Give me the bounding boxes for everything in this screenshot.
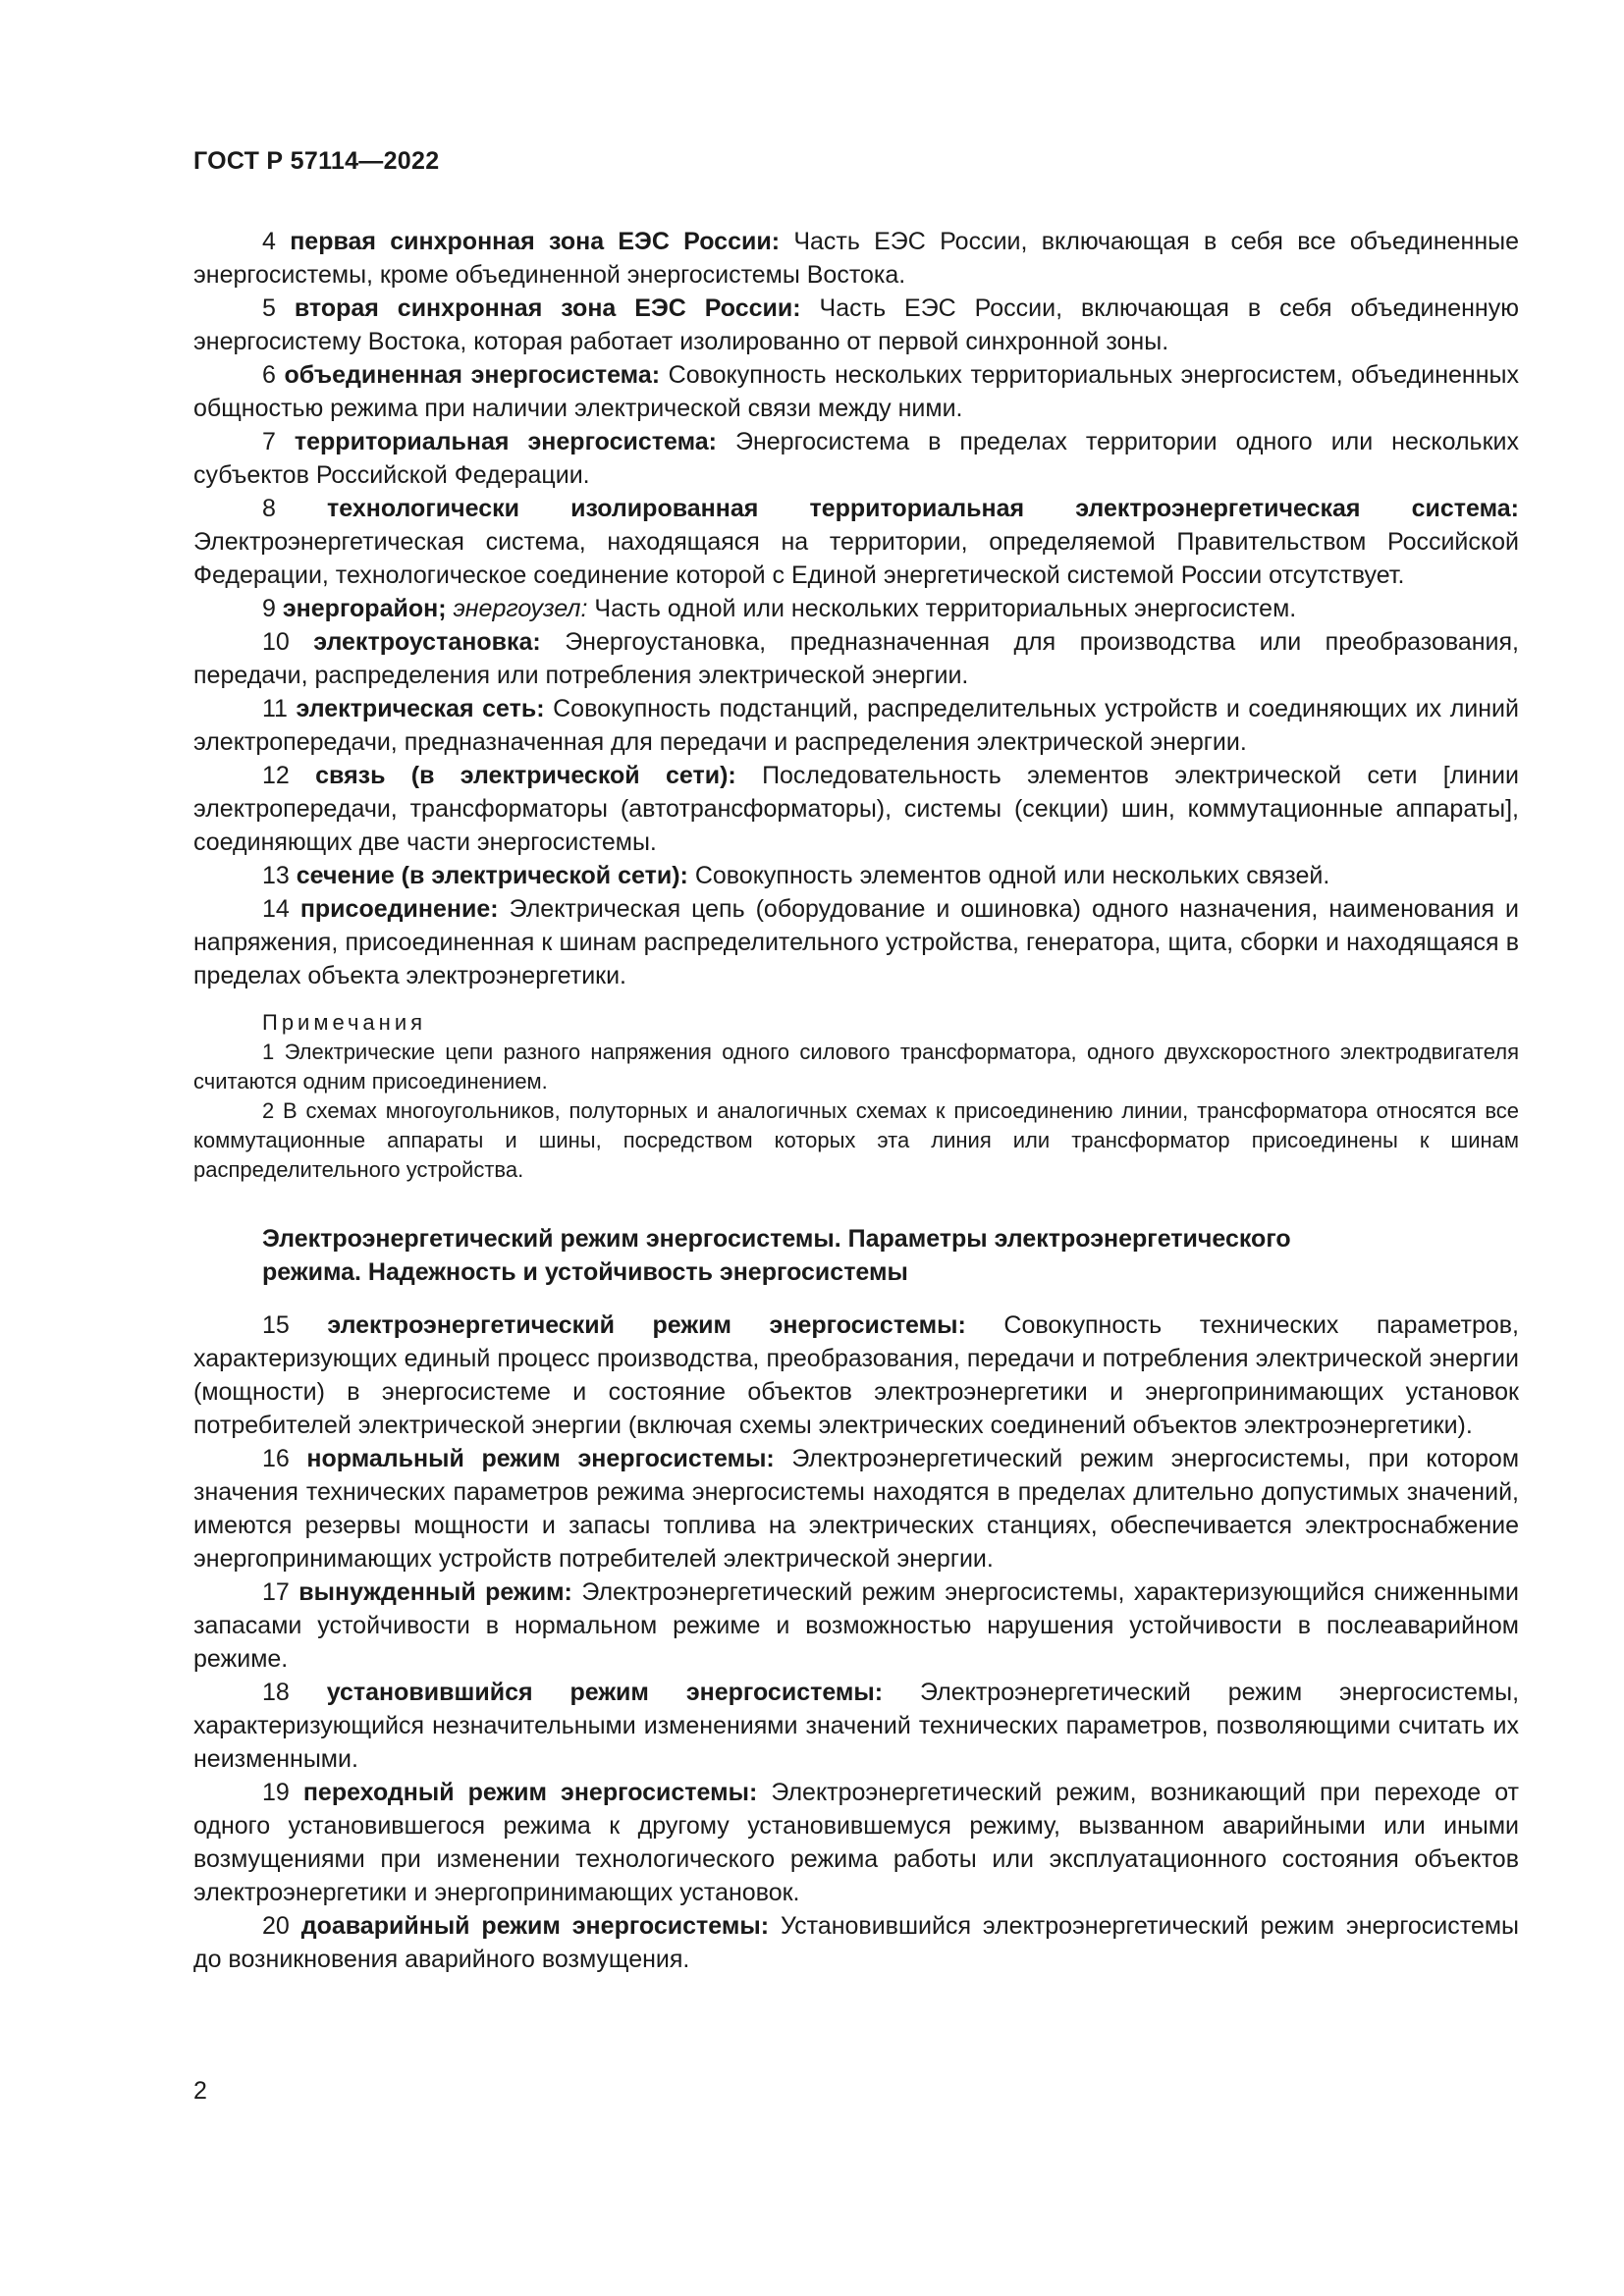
term-number: 10: [262, 628, 290, 656]
term-number: 18: [262, 1679, 290, 1706]
term-number: 5: [262, 294, 276, 322]
term-number: 8: [262, 495, 276, 522]
term-title: первая синхронная зона ЕЭС России:: [290, 228, 781, 255]
term-title: электрическая сеть:: [296, 695, 545, 722]
term-definition: Энергоустановка, предназначенная для производства или преобразования, передачи, распределения или потребления электрической энергии.: [193, 628, 1520, 689]
term-number: 14: [262, 895, 290, 923]
term-definition: Электроэнергетический режим энергосистемы, при котором значения технических параметров режима энергосистемы находятся в пределах длительно допустимых значений, имеются резервы мощности и запасы топлива на электрических станциях, обеспечивается электроснабжение энергопринимающих устройств потребителей электрической энергии.: [193, 1445, 1520, 1573]
term-definition: Электроэнергетический режим энергосистемы, характеризующийся незначительными изменениями значений технических параметров, позволяющими считать их неизменными.: [193, 1679, 1520, 1773]
term-number: 4: [262, 228, 276, 255]
term-definition: Совокупность нескольких территориальных энергосистем, объединенных общностью режима при наличии электрической связи между ними.: [193, 361, 1519, 422]
term-synonym: энергоузел:: [453, 595, 588, 622]
term-number: 15: [262, 1311, 290, 1339]
term-number: 19: [262, 1779, 290, 1806]
section-heading-line-2: режима. Надежность и устойчивость энергосистемы: [262, 1258, 908, 1286]
page-number: 2: [193, 2077, 207, 2105]
term-title: электроэнергетический режим энергосистемы:: [327, 1311, 966, 1339]
term-definition: Совокупность подстанций, распределительных устройств и соединяющих их линий электропередачи, предназначенная для передачи и распределения электрической энергии.: [193, 695, 1519, 756]
term-number: 12: [262, 762, 290, 789]
term-entry-4: [193, 225, 1519, 292]
term-entry-12: [193, 759, 1519, 859]
term-title: вынужденный режим:: [298, 1578, 572, 1606]
term-title: территориальная энергосистема:: [294, 428, 717, 455]
document-body: [193, 225, 1519, 1976]
term-entry-10: [193, 625, 1519, 692]
term-entry-16: [193, 1442, 1519, 1575]
term-number: 6: [262, 361, 276, 389]
note-item-1: 1 Электрические цепи разного напряжения одного силового трансформатора, одного двухскоростного электродвигателя считаются одним присоединением.: [193, 1040, 1519, 1094]
term-number: 16: [262, 1445, 290, 1472]
term-entry-8: [193, 492, 1519, 592]
term-entry-15: [193, 1308, 1519, 1442]
term-number: 11: [262, 695, 288, 722]
term-entry-17: [193, 1575, 1519, 1676]
term-definition: Часть ЕЭС России, включающая в себя все объединенные энергосистемы, кроме объединенной энергосистемы Востока.: [193, 228, 1520, 289]
term-definition: Часть ЕЭС России, включающая в себя объединенную энергосистему Востока, которая работает изолированно от первой синхронной зоны.: [193, 294, 1519, 355]
term-number: 17: [262, 1578, 290, 1606]
term-entry-18: [193, 1676, 1519, 1776]
term-entry-5: [193, 292, 1519, 358]
term-entry-9: [193, 592, 1519, 625]
term-entry-7: [193, 425, 1519, 492]
term-definition: Часть одной или нескольких территориальных энергосистем.: [594, 595, 1297, 622]
term-title: присоединение:: [299, 895, 499, 923]
term-entry-6: [193, 358, 1519, 425]
term-number: 13: [262, 862, 290, 889]
term-number: 7: [262, 428, 276, 455]
term-definition: Совокупность технических параметров, характеризующих единый процесс производства, преобразования, передачи и потребления электрической энергии (мощности) в энергосистеме и состояние объектов электроэнергетики и энергопринимающих установок потребителей электрической энергии (включая схемы электрических соединений объектов электроэнергетики).: [193, 1311, 1519, 1439]
term-title: доаварийный режим энергосистемы:: [300, 1912, 770, 1940]
section-heading: [262, 1222, 1519, 1289]
term-entry-19: [193, 1776, 1519, 1909]
term-number: 9: [262, 595, 276, 622]
note-item-2: 2 В схемах многоугольников, полуторных и аналогичных схемах к присоединению линии, трансформатора относятся все коммутационные аппараты и шины, посредством которых эта линия или трансформатор присоединены к шинам распределительного устройства.: [193, 1098, 1519, 1182]
term-title: электроустановка:: [313, 628, 541, 656]
term-entry-11: [193, 692, 1519, 759]
term-definition: Электрическая цепь (оборудование и ошиновка) одного назначения, наименования и напряжения, присоединенная к шинам распределительного устройства, генератора, щита, сборки и находящаяся в пределах объекта электроэнергетики.: [193, 895, 1519, 989]
term-title: вторая синхронная зона ЕЭС России:: [294, 294, 801, 322]
term-definition: Совокупность элементов одной или нескольких связей.: [694, 862, 1330, 889]
term-definition: Электроэнергетический режим, возникающий при переходе от одного установившегося режима к другому установившемуся режиму, вызванном аварийными или иными возмущениями при изменении технологического режима работы или эксплуатационного состояния объектов электроэнергетики и энергопринимающих установок.: [193, 1779, 1520, 1906]
term-title: объединенная энергосистема:: [284, 361, 661, 389]
section-heading-line-1: Электроэнергетический режим энергосистемы. Параметры электроэнергетического: [262, 1225, 1291, 1253]
notes-block: [193, 1008, 1519, 1185]
term-entry-14: [193, 892, 1519, 992]
term-entry-20: [193, 1909, 1519, 1976]
term-definition: Электроэнергетический режим энергосистемы, характеризующийся сниженными запасами устойчивости в нормальном режиме и возможностью нарушения устойчивости в послеаварийном режиме.: [193, 1578, 1519, 1673]
term-title: установившийся режим энергосистемы:: [326, 1679, 884, 1706]
term-number: 20: [262, 1912, 290, 1940]
term-definition: Электроэнергетическая система, находящаяся на территории, определяемой Правительством Российской Федерации, технологическое соединение которой с Единой энергетической системой России отсутствует.: [193, 528, 1519, 589]
term-definition: Энергосистема в пределах территории одного или нескольких субъектов Российской Федерации.: [193, 428, 1519, 489]
term-title: технологически изолированная территориальная электроэнергетическая система:: [327, 495, 1519, 522]
notes-heading: Примечания: [262, 1010, 427, 1035]
term-title: переходный режим энергосистемы:: [302, 1779, 758, 1806]
term-definition: Установившийся электроэнергетический режим энергосистемы до возникновения аварийного возмущения.: [193, 1912, 1520, 1973]
term-definition: Последовательность элементов электрической сети [линии электропередачи, трансформаторы (автотрансформаторы), системы (секции) шин, коммутационные аппараты], соединяющих две части энергосистемы.: [193, 762, 1519, 856]
term-title: связь (в электрической сети):: [315, 762, 736, 789]
term-title: энергорайон;: [282, 595, 447, 622]
document-standard-id: ГОСТ Р 57114—2022: [193, 147, 440, 175]
term-title: нормальный режим энергосистемы:: [306, 1445, 775, 1472]
term-entry-13: [193, 859, 1519, 892]
term-title: сечение (в электрической сети):: [296, 862, 688, 889]
